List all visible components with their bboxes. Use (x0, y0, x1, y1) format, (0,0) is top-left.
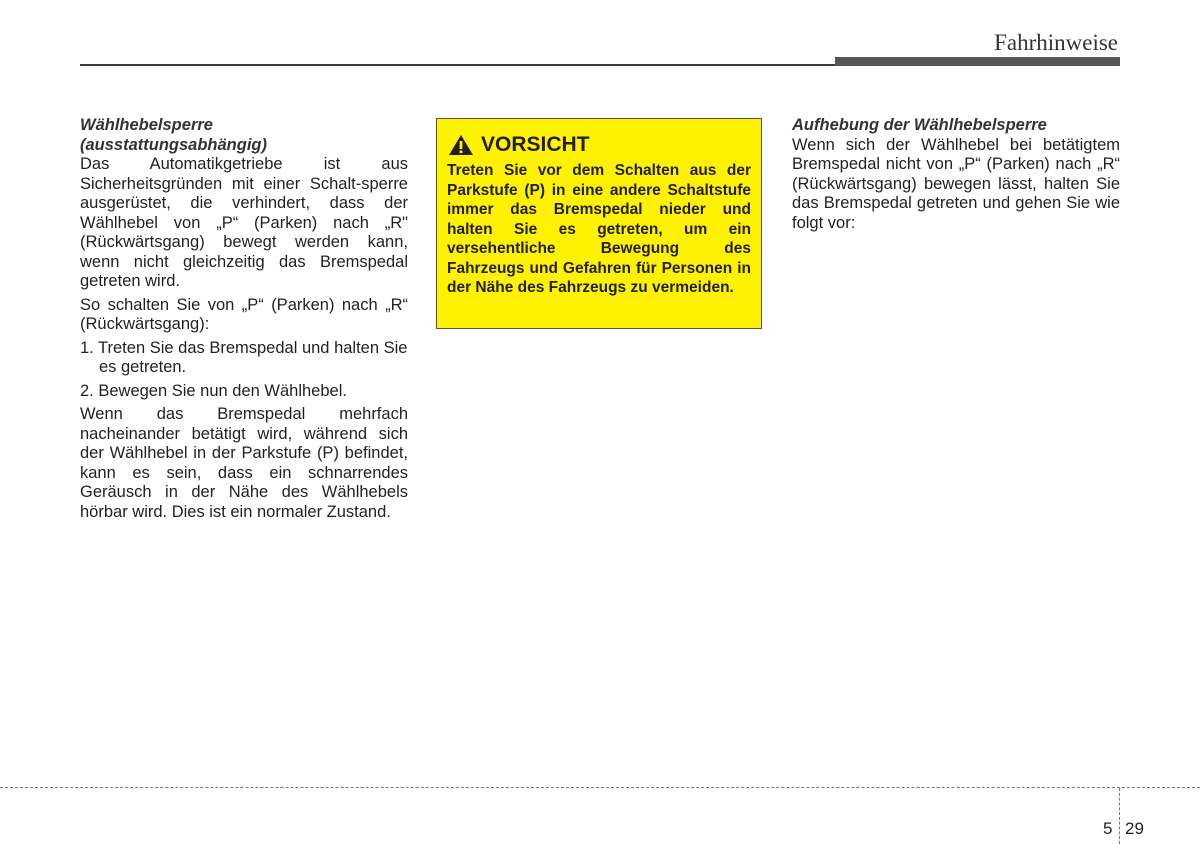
chapter-number: 5 (1103, 819, 1113, 838)
caution-box (436, 118, 762, 329)
left-column (80, 116, 408, 526)
caution-text: Treten Sie vor dem Schalten aus der Parkstufe (P) in eine andere Schaltstufe immer das Bremspedal nieder und halten Sie es getreten, um ein versehentliche Bewegung des Fahrzeugs und Gefahren für Personen in der Nähe des Fahrzeugs zu vermeiden. (447, 162, 751, 296)
caution-header (447, 133, 751, 157)
footer-vertical-divider (1119, 788, 1120, 844)
section-title: Fahrhinweise (994, 30, 1118, 55)
right-paragraph: Wenn sich der Wählhebel bei betätigtem Bremspedal nicht von „P“ (Parken) nach „R“ (Rückwärtsgang) bewegen lässt, halten Sie das Bremspedal getreten und gehen Sie wie folgt vor: (792, 135, 1120, 232)
footer-divider (0, 787, 1200, 788)
section-heading (80, 116, 408, 155)
intro-paragraph: Das Automatikgetriebe ist aus Sicherheitsgründen mit einer Schalt-sperre ausgerüstet, die verhindert, dass der Wählhebel von „P“ (Parken) nach „R" (Rückwärtsgang) bewegt werden kann, wenn nicht gleichzeitig das Bremspedal getreten wird. (80, 155, 408, 290)
section-heading-right: Aufhebung der Wählhebelsperre (792, 116, 1047, 134)
page-number: 29 (1125, 819, 1144, 838)
step-2: 2. Bewegen Sie nun den Wählhebel. (80, 381, 347, 400)
heading-line-1: Wählhebelsperre (80, 116, 213, 134)
warning-triangle-icon (448, 134, 474, 156)
note-paragraph: Wenn das Bremspedal mehrfach nacheinander betätigt wird, während sich der Wählhebel in der Parkstufe (P) befindet, kann es sein, dass ein schnarrendes Geräusch in der Nähe des Wählhebels hörbar wird. Dies ist ein normaler Zustand. (80, 405, 408, 521)
heading-line-2: (ausstattungsabhängig) (80, 135, 268, 154)
right-column (792, 116, 1120, 237)
header-tab-bar (835, 57, 1120, 66)
instruction-paragraph: So schalten Sie von „P“ (Parken) nach „R“ (Rückwärtsgang): (80, 295, 408, 333)
header-rule (80, 64, 840, 66)
caution-title: VORSICHT (481, 133, 590, 156)
step-1: 1. Treten Sie das Bremspedal und halten Sie es getreten. (80, 338, 408, 376)
